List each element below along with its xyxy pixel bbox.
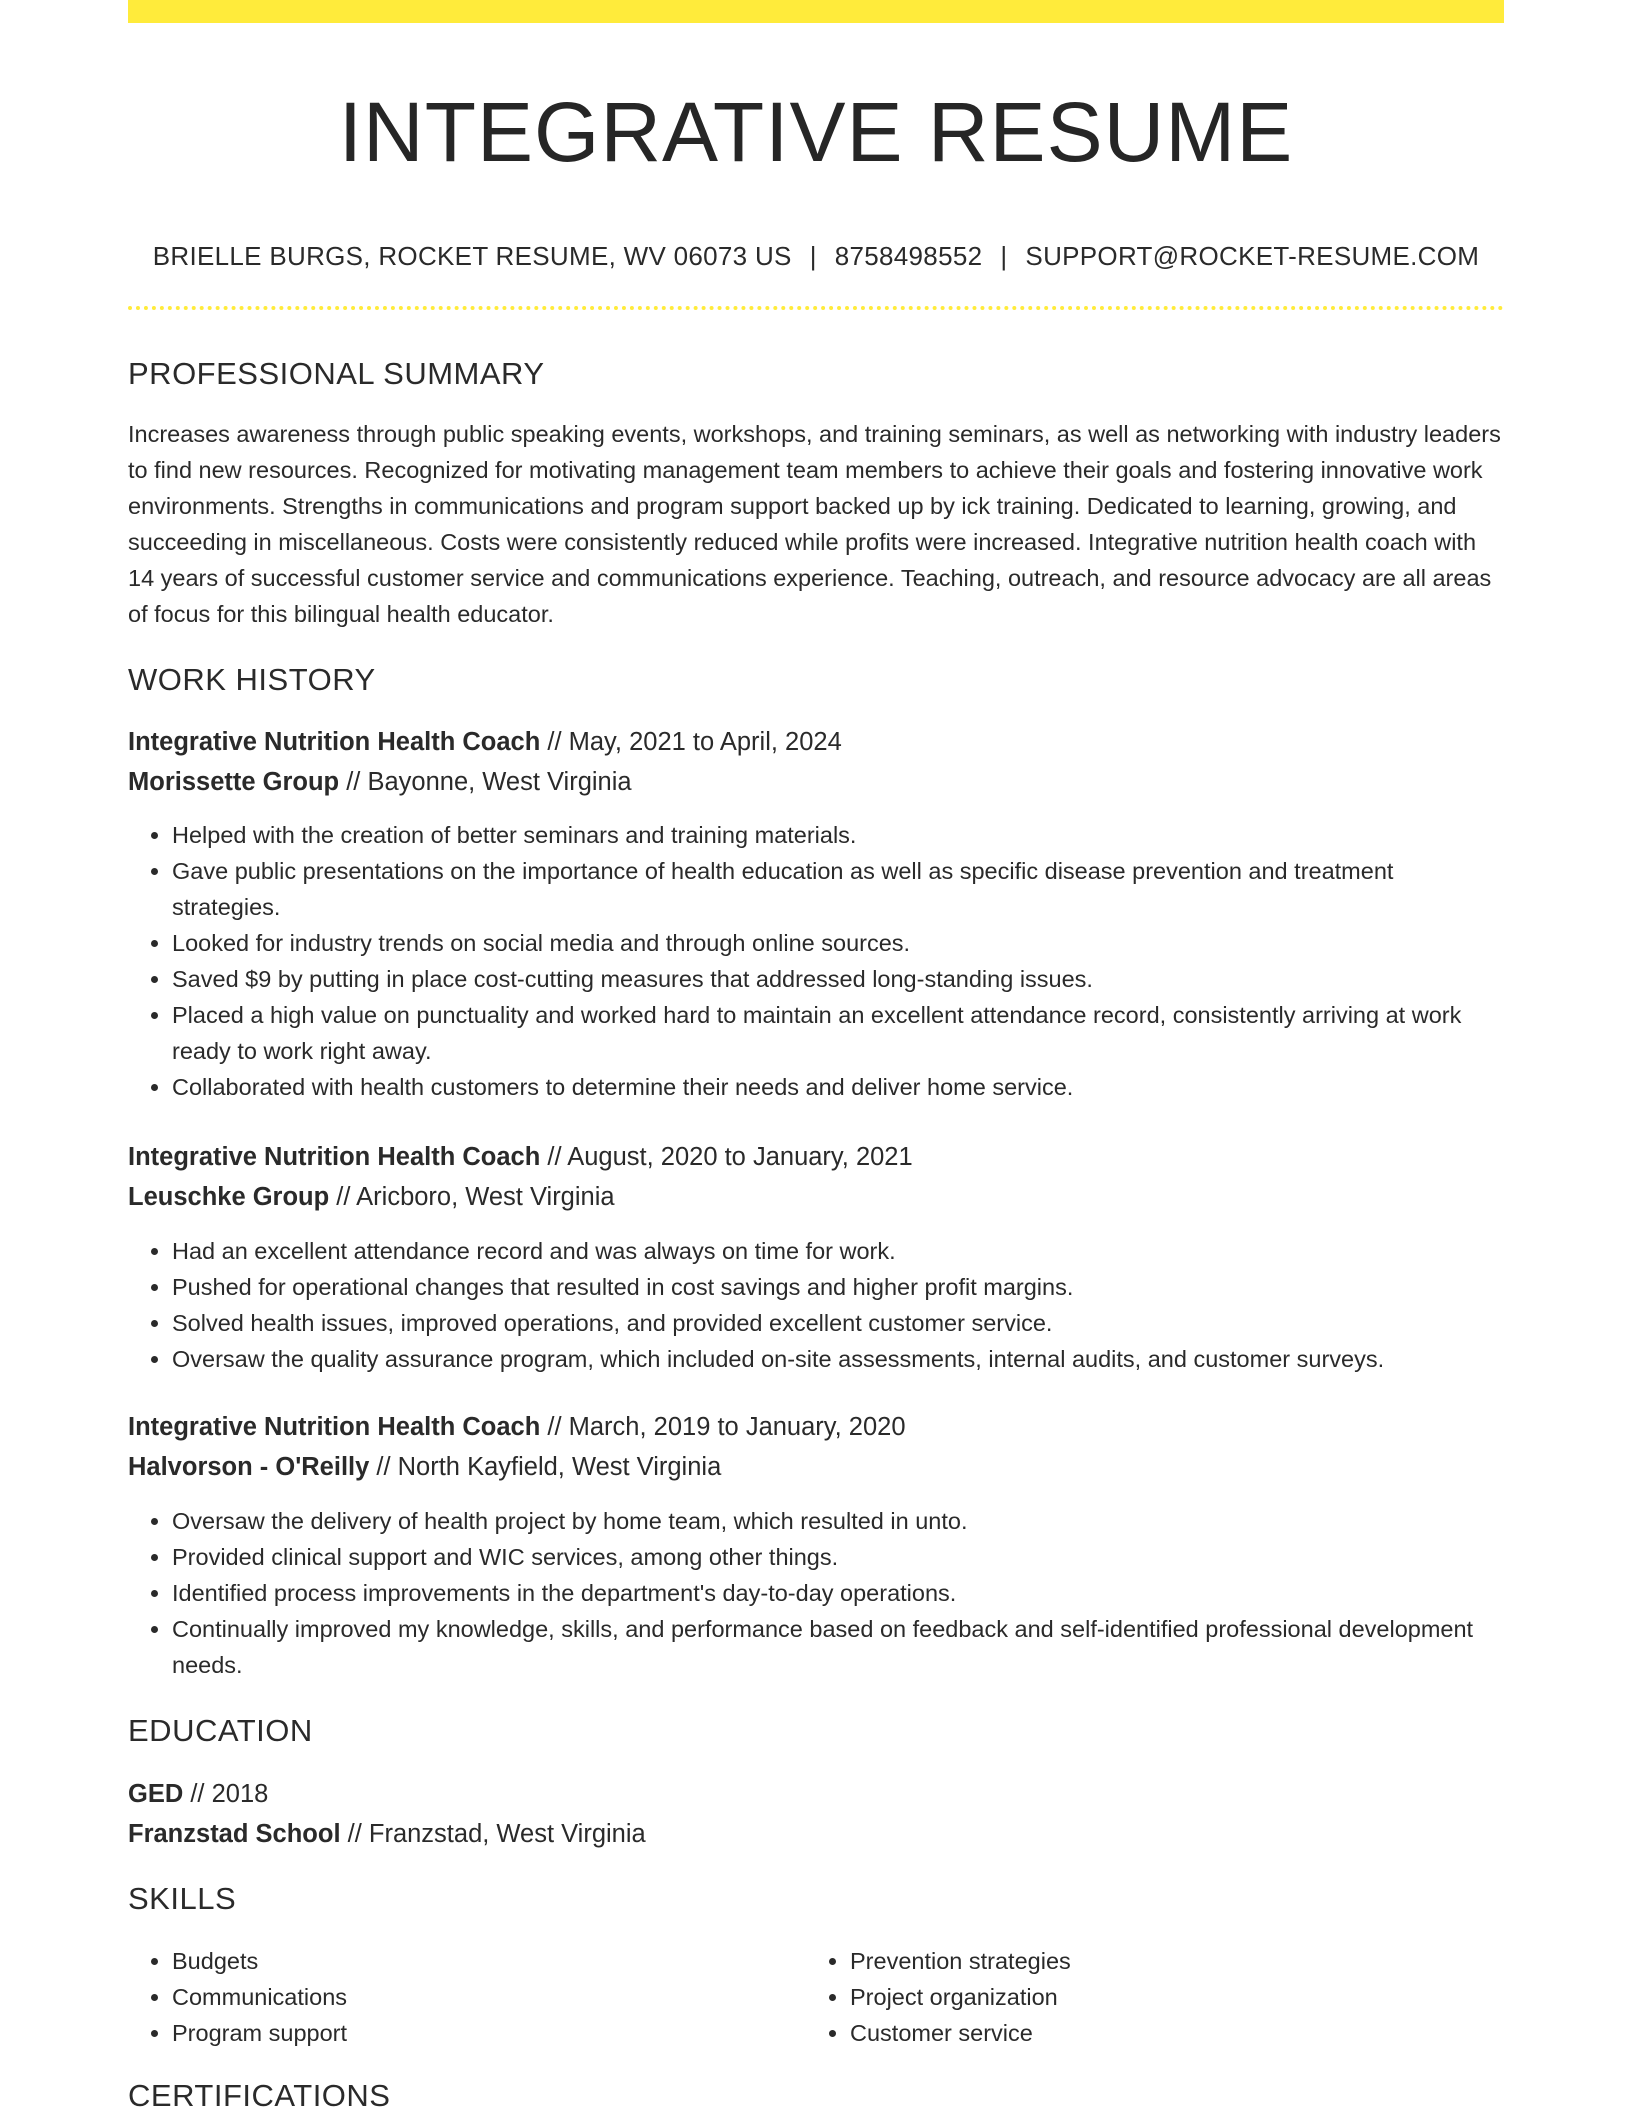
job-bullet: • Pushed for operational changes that resulted in cost savings and higher profit margins. <box>172 1269 1504 1305</box>
job-bullets <box>128 817 1504 1105</box>
job-company-line <box>128 1447 721 1487</box>
job-title-line <box>128 1407 906 1447</box>
contact-phone: 8758498552 <box>834 241 983 271</box>
summary-heading: PROFESSIONAL SUMMARY <box>128 356 545 391</box>
job-bullet: • Oversaw the quality assurance program, which included on-site assessments, internal audits, and customer surveys. <box>172 1341 1504 1377</box>
job-company: Halvorson - O'Reilly <box>128 1453 370 1481</box>
contact-separator: | <box>1000 241 1008 271</box>
skill-item: • Budgets <box>172 1943 802 1979</box>
skill-item: • Prevention strategies <box>850 1943 1500 1979</box>
skills-list-right <box>806 1943 1500 2051</box>
job-bullet: • Identified process improvements in the department's day-to-day operations. <box>172 1575 1504 1611</box>
job-company-line <box>128 762 632 802</box>
job-location: // Bayonne, West Virginia <box>339 768 632 796</box>
education-degree: GED <box>128 1780 184 1808</box>
summary-text: Increases awareness through public speaking events, workshops, and training seminars, as well as networking with industry leaders to find new resources. Recognized for motivating management team members to achieve their goals and fostering innovative work environments. Strengths in communications and program support backed up by ick training. Dedicated to learning, growing, and succeeding in miscellaneous. Costs were consistently reduced while profits were increased. Integrative nutrition health coach with 14 years of successful customer service and communications experience. Teaching, outreach, and resource advocacy are all areas of focus for this bilingual health educator. <box>128 421 1501 627</box>
certifications-heading: CERTIFICATIONS <box>128 2078 391 2112</box>
skills-heading: SKILLS <box>128 1881 237 1916</box>
job-title-line <box>128 722 842 762</box>
job-company: Morissette Group <box>128 768 340 796</box>
job-bullet: • Oversaw the delivery of health project by home team, which resulted in unto. <box>172 1503 1504 1539</box>
job-bullet: • Had an excellent attendance record and was always on time for work. <box>172 1233 1504 1269</box>
skill-item: • Communications <box>172 1979 802 2015</box>
job-bullet: • Continually improved my knowledge, skills, and performance based on feedback and self-identified professional development needs. <box>172 1611 1504 1683</box>
job-bullet: • Looked for industry trends on social media and through online sources. <box>172 925 1504 961</box>
education-degree-line <box>128 1774 268 1814</box>
job-dates: // May, 2021 to April, 2024 <box>540 728 842 756</box>
education-school-line <box>128 1814 646 1854</box>
resume-title: INTEGRATIVE RESUME <box>338 85 1294 179</box>
education-heading: EDUCATION <box>128 1713 313 1748</box>
skill-item: • Program support <box>172 2015 802 2051</box>
contact-separator: | <box>809 241 817 271</box>
job-title-line <box>128 1137 913 1177</box>
header-divider <box>128 306 1504 310</box>
job-bullets <box>128 1233 1504 1377</box>
job-dates: // August, 2020 to January, 2021 <box>540 1143 913 1171</box>
job-company: Leuschke Group <box>128 1183 330 1211</box>
job-bullet: • Gave public presentations on the importance of health education as well as specific disease prevention and treatment strategies. <box>172 853 1504 925</box>
skill-item: • Customer service <box>850 2015 1500 2051</box>
job-bullet: • Helped with the creation of better seminars and training materials. <box>172 817 1504 853</box>
job-location: // North Kayfield, West Virginia <box>369 1453 722 1481</box>
work-history-heading: WORK HISTORY <box>128 662 376 697</box>
skill-item: • Project organization <box>850 1979 1500 2015</box>
resume-content <box>128 0 1504 2112</box>
job-bullet: • Solved health issues, improved operations, and provided excellent customer service. <box>172 1305 1504 1341</box>
job-company-line <box>128 1177 615 1217</box>
contact-email: SUPPORT@ROCKET-RESUME.COM <box>1025 241 1480 271</box>
education-year: // 2018 <box>183 1780 269 1808</box>
job-bullet: • Saved $9 by putting in place cost-cutting measures that addressed long-standing issues. <box>172 961 1504 997</box>
job-title: Integrative Nutrition Health Coach <box>128 1413 541 1441</box>
job-bullet: • Collaborated with health customers to determine their needs and deliver home service. <box>172 1069 1504 1105</box>
job-bullet: • Placed a high value on punctuality and worked hard to maintain an excellent attendance record, consistently arriving at work ready to work right away. <box>172 997 1504 1069</box>
education-location: // Franzstad, West Virginia <box>340 1820 646 1848</box>
contact-line <box>128 239 1504 273</box>
job-location: // Aricboro, West Virginia <box>329 1183 615 1211</box>
job-title: Integrative Nutrition Health Coach <box>128 1143 541 1171</box>
job-title: Integrative Nutrition Health Coach <box>128 728 541 756</box>
education-school: Franzstad School <box>128 1820 341 1848</box>
contact-address: BRIELLE BURGS, ROCKET RESUME, WV 06073 US <box>152 241 792 271</box>
skills-list-left <box>128 1943 802 2051</box>
job-bullets <box>128 1503 1504 1683</box>
job-bullet: • Provided clinical support and WIC services, among other things. <box>172 1539 1504 1575</box>
job-dates: // March, 2019 to January, 2020 <box>540 1413 906 1441</box>
